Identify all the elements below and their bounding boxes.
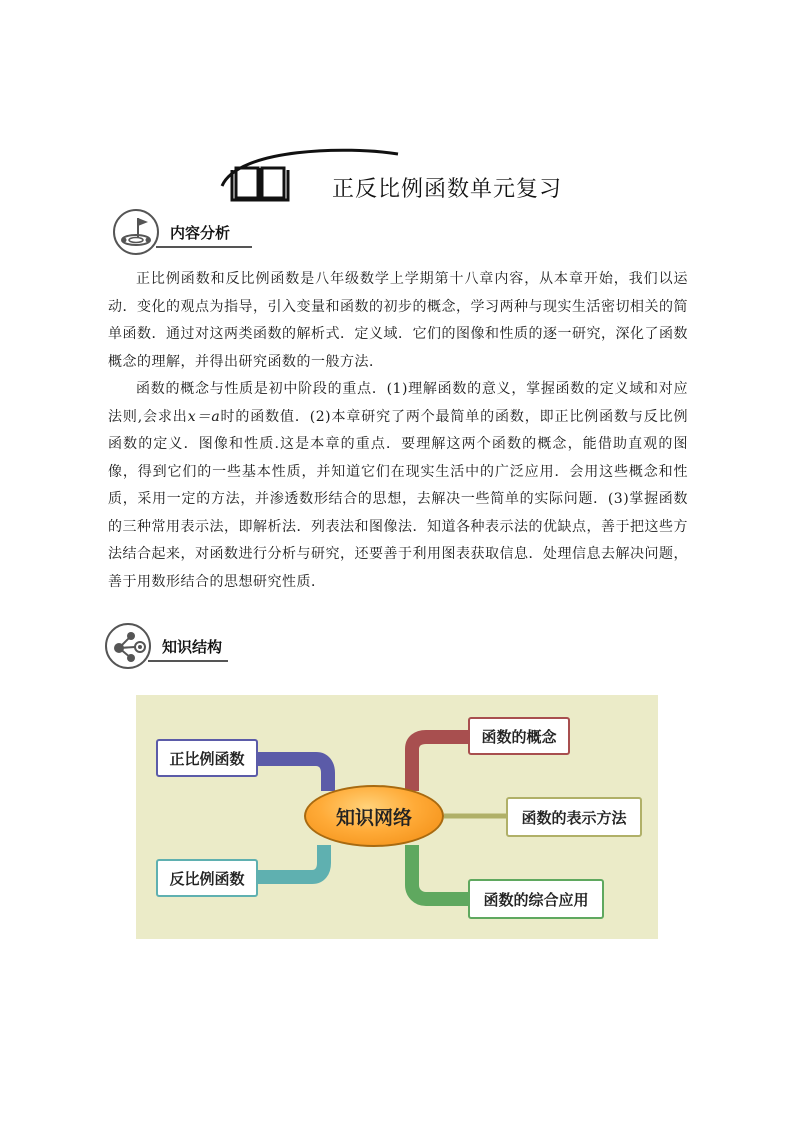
section-title: 内容分析 (170, 224, 231, 242)
title-banner (218, 146, 618, 206)
paragraph-2-part-a: 函数的概念与性质是初中阶段的重点．(1)理解函数的意义，掌握函数的定义域和对应法则,会求出 (108, 381, 688, 425)
paragraph-2-part-b: 时的函数值．(2)本章研究了两个最简单的函数，即正比例函数与反比例函数的定义．图像和性质.这是本章的重点．要理解这两个函数的概念，能借助直观的图像，得到它们的一些基本性质，并知道它们在现实生活中的广泛应用．会用这些概念和性质，采用一定的方法，并渗透数形结合的思想，去解决一些简单的实际问题．(3)掌握函数的三种常用表示法，即解析法．列表法和图像法．知道各种表示法的优缺点，善于把这些方法结合起来，对函数进行分析与研究，还要善于利用图表获取信息．处理信息去解决问题，善于用数形结合的思想研究性质． (108, 408, 688, 590)
section-content-analysis (112, 208, 252, 254)
section-underline (156, 246, 252, 248)
node-function-concept: 函数的概念 (468, 717, 570, 755)
branch-right-bottom (412, 845, 470, 899)
paragraph-1: 正比例函数和反比例函数是八年级数学上学期第十八章内容，从本章开始，我们以运动．变化的观点为指导，引入变量和函数的初步的概念，学习两种与现实生活密切相关的简单函数．通过对这两类函数的解析式．定义域．它们的图像和性质的逐一研究，深化了函数概念的理解，并得出研究函数的一般方法． (108, 271, 688, 370)
node-inverse-proportion: 反比例函数 (156, 859, 258, 897)
branch-right-top (412, 737, 470, 791)
branch-left-bottom (258, 845, 324, 877)
section-title: 知识结构 (162, 638, 223, 656)
paragraph-2 (108, 376, 688, 596)
section-underline (148, 660, 228, 662)
node-function-representation: 函数的表示方法 (506, 797, 642, 837)
flag-target-icon (112, 208, 162, 258)
page-title: 正反比例函数单元复习 (332, 177, 563, 202)
node-direct-proportion: 正比例函数 (156, 739, 258, 777)
node-knowledge-network: 知识网络 (304, 785, 444, 847)
math-expression: x＝a (187, 408, 221, 425)
branch-left-top (258, 759, 328, 791)
knowledge-mindmap (136, 695, 658, 939)
network-icon (104, 622, 154, 672)
section-knowledge-structure (104, 622, 244, 668)
node-function-application: 函数的综合应用 (468, 879, 604, 919)
content-analysis-text (108, 266, 688, 596)
